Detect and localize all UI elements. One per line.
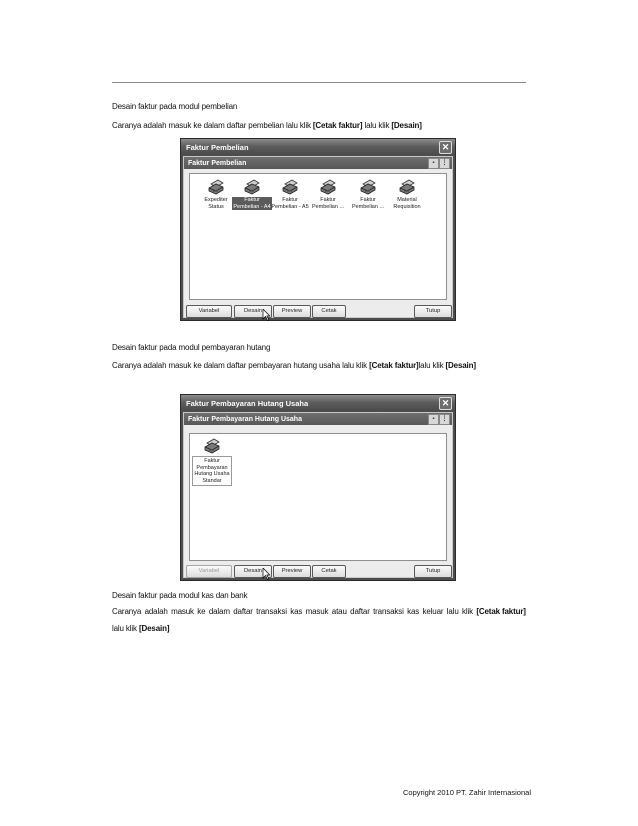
variabel-button[interactable]: Variabel [186, 565, 232, 578]
section2-heading: Desain faktur pada modul pembayaran hutang [112, 343, 271, 352]
list-item[interactable] [348, 179, 388, 210]
instr-bold-cetak: [Cetak faktur] [476, 607, 526, 616]
list-item[interactable] [196, 179, 236, 210]
list-item[interactable] [192, 438, 232, 486]
selected-label [232, 197, 272, 210]
inner-titlebar [184, 413, 452, 425]
instr-word: ke [197, 607, 206, 616]
inner-panel [183, 156, 453, 318]
instr-text: lalu klik [362, 121, 392, 130]
window-title: Faktur Pembayaran Hutang Usaha [186, 398, 309, 408]
list-item[interactable] [387, 179, 427, 210]
printer-icon [359, 179, 377, 195]
instr-word: daftar [350, 607, 370, 616]
tutup-button[interactable]: Tutup [414, 305, 452, 318]
item-label: Faktur [320, 197, 336, 203]
instr-word: kas [407, 607, 420, 616]
instr-word: klik [462, 607, 473, 616]
view-icon[interactable]: ▪ [428, 414, 439, 425]
printer-icon [203, 438, 221, 454]
list-item-selected[interactable] [232, 179, 272, 210]
instr-text: Caranya adalah masuk ke dalam daftar pembelian lalu klik [112, 121, 313, 130]
item-label: Requisition [393, 203, 421, 210]
faktur-pembelian-window [180, 138, 456, 321]
instr-text: Caranya adalah masuk ke dalam daftar pembayaran hutang usaha lalu klik [112, 361, 370, 370]
faktur-pembayaran-hutang-window [180, 394, 456, 581]
instr-word: transaksi [373, 607, 404, 616]
desain-button[interactable]: Desain [234, 305, 272, 318]
instr-word: transaksi [256, 607, 287, 616]
section1-instruction [112, 121, 422, 130]
instr-word: lalu [446, 607, 459, 616]
item-label: Pembelian ... [311, 203, 345, 210]
instr-word: adalah [144, 607, 168, 616]
list-item[interactable] [308, 179, 348, 210]
instr-word: kas [290, 607, 303, 616]
desain-button[interactable]: Desain [234, 565, 272, 578]
mouse-cursor-icon [262, 309, 270, 321]
section2-instruction [112, 361, 476, 370]
section1-heading: Desain faktur pada modul pembelian [112, 102, 238, 111]
instr-word: dalam [208, 607, 230, 616]
mouse-cursor-icon [262, 568, 270, 580]
item-label: Material [397, 197, 417, 203]
instr-bold-desain: [Desain] [445, 361, 476, 370]
item-label: Faktur [204, 458, 220, 464]
item-label: Standar [202, 477, 222, 484]
preview-button[interactable]: Preview [273, 565, 311, 578]
instr-word: Caranya [112, 607, 142, 616]
instr-word: daftar [233, 607, 253, 616]
window-titlebar [181, 395, 455, 411]
instr-text: lalu klik [112, 624, 139, 633]
item-label: Expediter [204, 197, 228, 203]
item-label: Faktur [360, 197, 376, 203]
instr-bold-desain: [Desain] [138, 624, 170, 633]
inner-titlebar [184, 157, 452, 169]
design-list-canvas [189, 433, 447, 561]
resize-icon[interactable]: ⋮ [439, 158, 450, 169]
view-icon[interactable]: ▪ [428, 158, 439, 169]
close-icon[interactable]: ✕ [439, 141, 452, 154]
list-item[interactable] [270, 179, 310, 210]
item-label: Status [208, 203, 224, 210]
window-titlebar [181, 139, 455, 155]
item-label: Pembayaran [196, 464, 228, 471]
instr-word: masuk [305, 607, 329, 616]
window-title: Faktur Pembelian [186, 142, 249, 152]
item-label: Pembelian ... [351, 203, 385, 210]
inner-title: Faktur Pembelian [188, 159, 247, 167]
instr-bold-desain: [Desain] [391, 121, 422, 130]
variabel-button[interactable]: Variabel [186, 305, 232, 318]
item-label: Pembelian - A4 [233, 203, 271, 210]
instr-text: lalu klik [418, 361, 446, 370]
section3-instruction-line2 [112, 624, 169, 633]
printer-icon [319, 179, 337, 195]
printer-icon [243, 179, 261, 195]
item-label: Pembelian - A5 [271, 203, 309, 210]
close-icon[interactable]: ✕ [439, 397, 452, 410]
printer-icon [398, 179, 416, 195]
copyright-footer: Copyright 2010 PT. Zahir Internasional [403, 788, 531, 797]
header-rule [112, 82, 526, 83]
printer-icon [281, 179, 299, 195]
preview-button[interactable]: Preview [273, 305, 311, 318]
cetak-button[interactable]: Cetak [312, 305, 346, 318]
item-label: Hutang Usaha [194, 471, 230, 477]
section3-instruction [112, 607, 526, 616]
printer-icon [207, 179, 225, 195]
instr-bold-cetak: [Cetak faktur] [369, 361, 419, 370]
instr-bold-cetak: [Cetak faktur] [312, 121, 363, 130]
inner-panel [183, 412, 453, 578]
tutup-button[interactable]: Tutup [414, 565, 452, 578]
cetak-button[interactable]: Cetak [312, 565, 346, 578]
item-label: Faktur [244, 197, 260, 203]
design-list-canvas [189, 173, 447, 300]
instr-word: atau [331, 607, 347, 616]
instr-word: keluar [422, 607, 444, 616]
resize-icon[interactable]: ⋮ [439, 414, 450, 425]
inner-title: Faktur Pembayaran Hutang Usaha [188, 415, 302, 423]
item-label-box [192, 456, 232, 486]
instr-word: masuk [171, 607, 194, 616]
item-label: Faktur [282, 197, 298, 203]
section3-heading: Desain faktur pada modul kas dan bank [112, 591, 248, 600]
